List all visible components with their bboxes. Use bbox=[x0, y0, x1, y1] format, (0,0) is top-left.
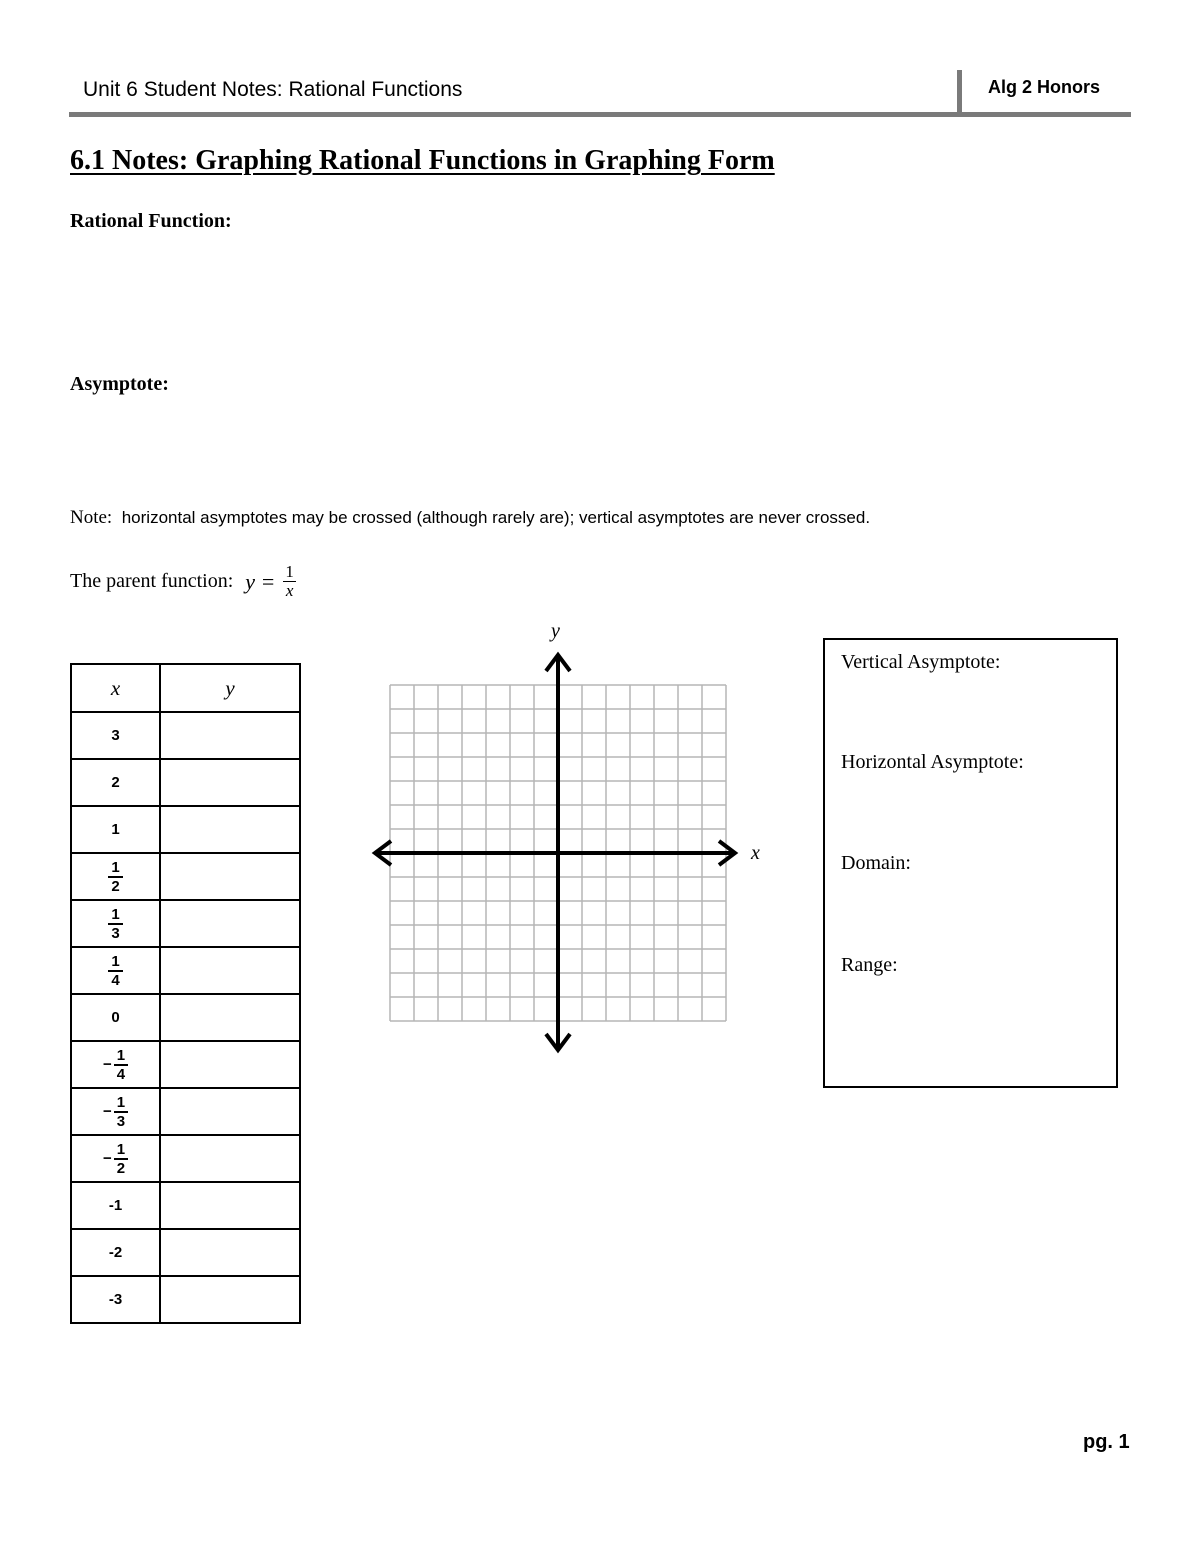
note-text: horizontal asymptotes may be crossed (although rarely are); vertical asymptotes are never crossed. bbox=[121, 508, 871, 527]
header-divider bbox=[957, 70, 962, 117]
parent-function-equation bbox=[245, 563, 296, 600]
y-answer-cell[interactable] bbox=[160, 712, 300, 759]
x-fraction: $\frac{1}{3}$ bbox=[114, 1094, 128, 1130]
range-label: Range: bbox=[841, 954, 898, 976]
y-answer-cell[interactable] bbox=[160, 1276, 300, 1323]
term-asymptote: Asymptote: bbox=[70, 373, 169, 395]
x-value bbox=[71, 900, 160, 947]
asymptote-info-box bbox=[823, 638, 1118, 1088]
table-row bbox=[71, 1135, 300, 1182]
table-row bbox=[71, 1088, 300, 1135]
y-answer-cell[interactable] bbox=[160, 994, 300, 1041]
x-fraction: $\frac{1}{3}$ bbox=[108, 906, 122, 942]
header-course: Alg 2 Honors bbox=[988, 77, 1101, 97]
coordinate-grid[interactable] bbox=[355, 615, 775, 1075]
note bbox=[70, 507, 870, 529]
minus-sign: − bbox=[102, 1103, 112, 1120]
table-row bbox=[71, 853, 300, 900]
x-value bbox=[71, 1041, 160, 1088]
x-fraction: $\frac{1}{2}$ bbox=[108, 859, 122, 895]
y-answer-cell[interactable] bbox=[160, 947, 300, 994]
x-value: -3 bbox=[71, 1276, 160, 1323]
y-axis-label: y bbox=[551, 620, 560, 642]
x-value bbox=[71, 1135, 160, 1182]
table-header-x: x bbox=[71, 664, 160, 712]
page-title: 6.1 Notes: Graphing Rational Functions in Graphing Form bbox=[70, 145, 775, 176]
y-answer-cell[interactable] bbox=[160, 1182, 300, 1229]
y-answer-cell[interactable] bbox=[160, 1135, 300, 1182]
parent-function bbox=[70, 563, 296, 600]
vertical-asymptote-label: Vertical Asymptote: bbox=[841, 651, 1001, 673]
table-header-row bbox=[71, 664, 300, 712]
table-row bbox=[71, 806, 300, 853]
xy-table bbox=[70, 663, 301, 1324]
note-label: Note: bbox=[70, 507, 113, 528]
x-value: 0 bbox=[71, 994, 160, 1041]
table-row bbox=[71, 1276, 300, 1323]
x-value bbox=[71, 947, 160, 994]
parent-function-lhs: y = bbox=[245, 568, 276, 594]
fraction-numerator: 1 bbox=[285, 562, 294, 581]
minus-sign: − bbox=[102, 1056, 112, 1073]
page-number: pg. 1 bbox=[1083, 1431, 1130, 1453]
x-value: 3 bbox=[71, 712, 160, 759]
x-axis-label: x bbox=[751, 842, 760, 864]
y-answer-cell[interactable] bbox=[160, 853, 300, 900]
x-fraction: $\frac{1}{4}$ bbox=[108, 953, 122, 989]
x-value: 2 bbox=[71, 759, 160, 806]
table-header-y: y bbox=[160, 664, 300, 712]
table-row bbox=[71, 759, 300, 806]
domain-label: Domain: bbox=[841, 852, 911, 874]
parent-function-label: The parent function: bbox=[70, 570, 234, 592]
table-row bbox=[71, 994, 300, 1041]
x-value bbox=[71, 853, 160, 900]
parent-function-fraction bbox=[283, 563, 296, 600]
x-value: 1 bbox=[71, 806, 160, 853]
y-answer-cell[interactable] bbox=[160, 1088, 300, 1135]
table-row bbox=[71, 712, 300, 759]
table-row bbox=[71, 1229, 300, 1276]
table-row bbox=[71, 947, 300, 994]
y-answer-cell[interactable] bbox=[160, 759, 300, 806]
x-value: -1 bbox=[71, 1182, 160, 1229]
y-answer-cell[interactable] bbox=[160, 900, 300, 947]
x-value: -2 bbox=[71, 1229, 160, 1276]
header-unit-title: Unit 6 Student Notes: Rational Functions bbox=[83, 78, 463, 101]
x-value bbox=[71, 1088, 160, 1135]
minus-sign: − bbox=[102, 1150, 112, 1167]
fraction-denominator: x bbox=[285, 581, 294, 600]
header-rule bbox=[69, 112, 1131, 117]
x-fraction: $\frac{1}{4}$ bbox=[114, 1047, 128, 1083]
grid-svg bbox=[355, 615, 775, 1075]
x-fraction: $\frac{1}{2}$ bbox=[114, 1141, 128, 1177]
table-row bbox=[71, 900, 300, 947]
horizontal-asymptote-label: Horizontal Asymptote: bbox=[841, 751, 1024, 773]
table-row bbox=[71, 1182, 300, 1229]
term-rational-function: Rational Function: bbox=[70, 210, 232, 232]
y-answer-cell[interactable] bbox=[160, 1229, 300, 1276]
y-answer-cell[interactable] bbox=[160, 1041, 300, 1088]
y-answer-cell[interactable] bbox=[160, 806, 300, 853]
table-row bbox=[71, 1041, 300, 1088]
